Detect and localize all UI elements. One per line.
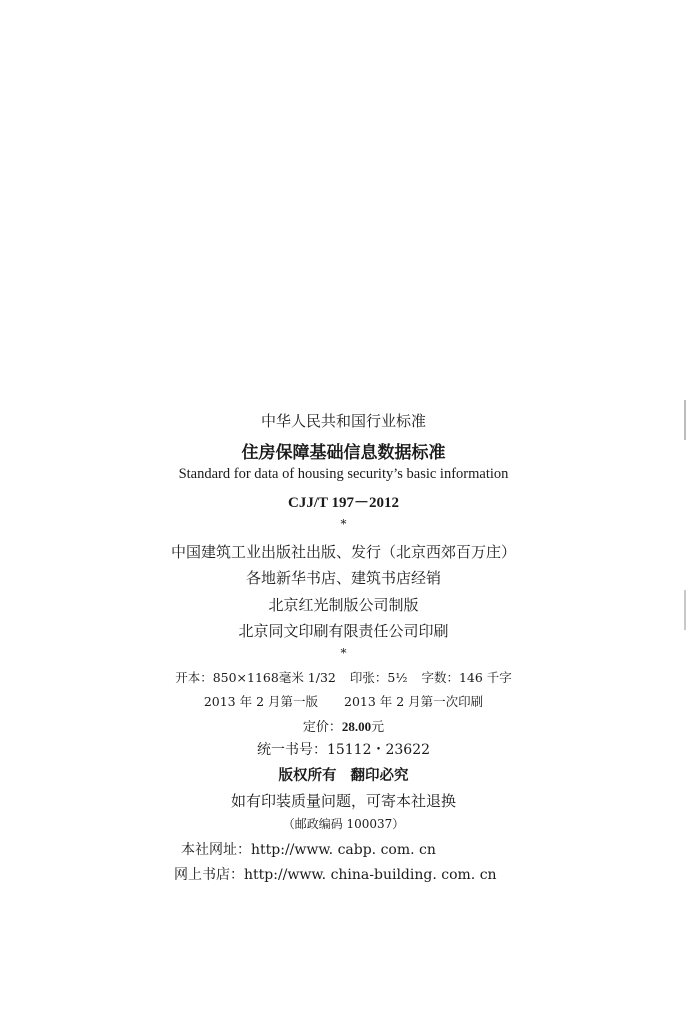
price-unit: 元 — [371, 720, 385, 735]
all-rights-reserved: 版权所有 — [278, 767, 337, 784]
printing-line: 北京同文印刷有限责任公司印刷 — [238, 622, 449, 640]
first-edition: 2013 年 2 月第一版 — [203, 694, 318, 709]
industry-standard-label: 中华人民共和国行业标准 — [260, 412, 426, 430]
standard-code: CJJ/T 197－2012 — [288, 495, 399, 511]
no-reprint: 翻印必究 — [350, 767, 409, 784]
first-printing: 2013 年 2 月第一次印刷 — [344, 694, 484, 709]
publisher-website: 本社网址：http://www. cabp. com. cn — [181, 842, 436, 858]
return-note: 如有印装质量问题，可寄本社退换 — [230, 792, 456, 810]
book-specs-line — [0, 668, 687, 686]
word-count-spec: 字数：146 千字 — [421, 670, 512, 685]
platemaking-line: 北京红光制版公司制版 — [268, 596, 419, 614]
separator-star: * — [340, 646, 347, 660]
postcode: （邮政编码 100037） — [282, 817, 405, 831]
document-title-en: Standard for data of housing security’s basic information — [178, 466, 509, 482]
unified-book-number: 统一书号：15112・23622 — [256, 742, 431, 758]
online-bookstore: 网上书店：http://www. china-building. com. cn — [174, 867, 497, 883]
distribution-line: 各地新华书店、建筑书店经销 — [245, 569, 441, 587]
sheets-spec: 印张：5½ — [349, 670, 408, 685]
edition-line — [0, 692, 687, 710]
price-line — [0, 716, 687, 735]
price-label: 定价： — [302, 720, 342, 735]
copyright-line — [0, 764, 687, 785]
price-value: 28.00 — [341, 719, 372, 734]
publisher-line: 中国建筑工业出版社出版、发行（北京西郊百万庄） — [170, 543, 516, 561]
separator-star: * — [340, 517, 347, 531]
document-title-cn: 住房保障基础信息数据标准 — [241, 443, 446, 463]
format-spec: 开本：850×1168毫米 1/32 — [175, 670, 336, 685]
